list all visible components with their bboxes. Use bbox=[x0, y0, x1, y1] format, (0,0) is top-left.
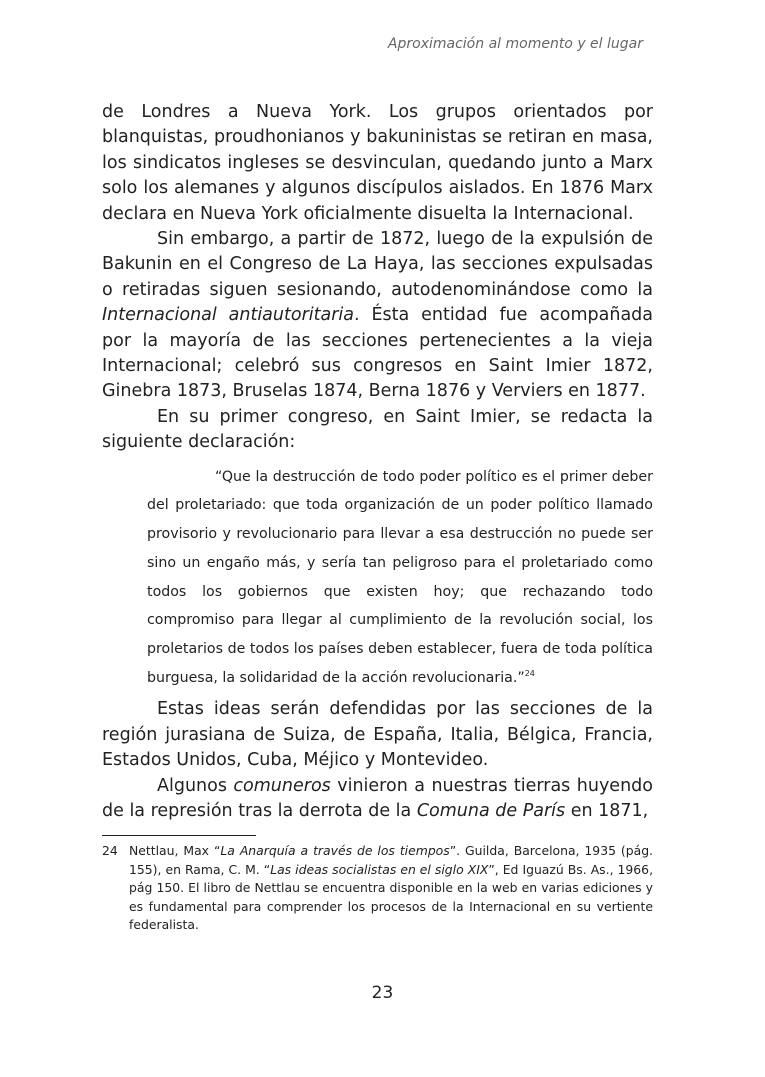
paragraph-5-emphasis-2: Comuna de París bbox=[416, 800, 566, 821]
paragraph-5-text-b: vinieron a nuestras tierras huyendo de la represión tras la derrota de la bbox=[102, 775, 653, 821]
quote-text: “Que la destrucción de todo poder político es el primer deber del proletariado: que toda organización de un poder político llamado provisorio y revolucionario para llevar a esa destrucción no puede ser sino un engaño más, y sería tan peligroso para el proletariado como todos los gobiernos que existen hoy; que rechazando todo compromiso para llegar al cumplimiento de la revolución social, los proletarios de todos los países deben establecer, fuera de toda política burguesa, la solidaridad de la acción revolucionaria.” bbox=[147, 468, 653, 686]
footnote-book-title-1: La Anarquía a través de los tiempos bbox=[220, 843, 450, 858]
paragraph-2-emphasis: Internacional antiautoritaria bbox=[102, 305, 354, 326]
footnote-text-2: ”. Guilda, Barcelona, 1935 (pág. 155), en Rama, C. M. “ bbox=[129, 843, 653, 877]
running-header: Aproximación al momento y el lugar bbox=[387, 36, 643, 52]
body-text bbox=[102, 100, 653, 824]
footnote-reference: 24 bbox=[524, 668, 535, 678]
footnote-text-3: ”, Ed Iguazú Bs. As., 1966, pág 150. El libro de Nettlau se encuentra disponible en la web en varias ediciones y es fundamental para comprender los procesos de la Internacional en su vertiente federalista. bbox=[129, 861, 654, 933]
paragraph-3: En su primer congreso, en Saint Imier, se redacta la siguiente declaración: bbox=[102, 406, 653, 453]
block-quote bbox=[147, 463, 653, 693]
paragraph-1: de Londres a Nueva York. Los grupos orientados por blanquistas, proudhonianos y bakuninistas se retiran en masa, los sindicatos ingleses se desvinculan, quedando junto a Marx solo los alemanes y algunos discípulos aislados. En 1876 Marx declara en Nueva York oficialmente disuelta la Internacional. bbox=[102, 102, 653, 224]
footnote-text bbox=[129, 842, 653, 935]
footnote bbox=[102, 842, 653, 935]
footnote-number: 24 bbox=[102, 843, 118, 858]
footnote-text-1: Nettlau, Max “ bbox=[129, 843, 221, 858]
paragraph-2 bbox=[102, 227, 653, 405]
paragraph-5 bbox=[102, 774, 653, 825]
footnote-divider bbox=[102, 835, 256, 836]
paragraph-5-emphasis-1: comuneros bbox=[233, 775, 331, 796]
footnote-book-title-2: Las ideas socialistas en el siglo XIX bbox=[270, 861, 489, 877]
page-number: 23 bbox=[371, 983, 394, 1003]
paragraph-2-text-a: Sin embargo, a partir de 1872, luego de la expulsión de Bakunin en el Congreso de La Haya, las secciones expulsadas o retiradas siguen sesionando, autodenominándose como la bbox=[102, 229, 653, 300]
paragraph-5-text-c: en 1871, bbox=[565, 800, 649, 821]
paragraph-4: Estas ideas serán defendidas por las secciones de la región jurasiana de Suiza, de España, Italia, Bélgica, Francia, Estados Unidos, Cuba, Méjico y Montevideo. bbox=[102, 699, 653, 771]
paragraph-5-text-a: Algunos bbox=[157, 775, 234, 796]
paragraph-2-text-b: . Ésta entidad fue acompañada por la mayoría de las secciones pertenecientes a la vieja Internacional; celebró sus congresos en Saint Imier 1872, Ginebra 1873, Bruselas 1874, Berna 1876 y Verviers en 1877. bbox=[102, 305, 653, 402]
